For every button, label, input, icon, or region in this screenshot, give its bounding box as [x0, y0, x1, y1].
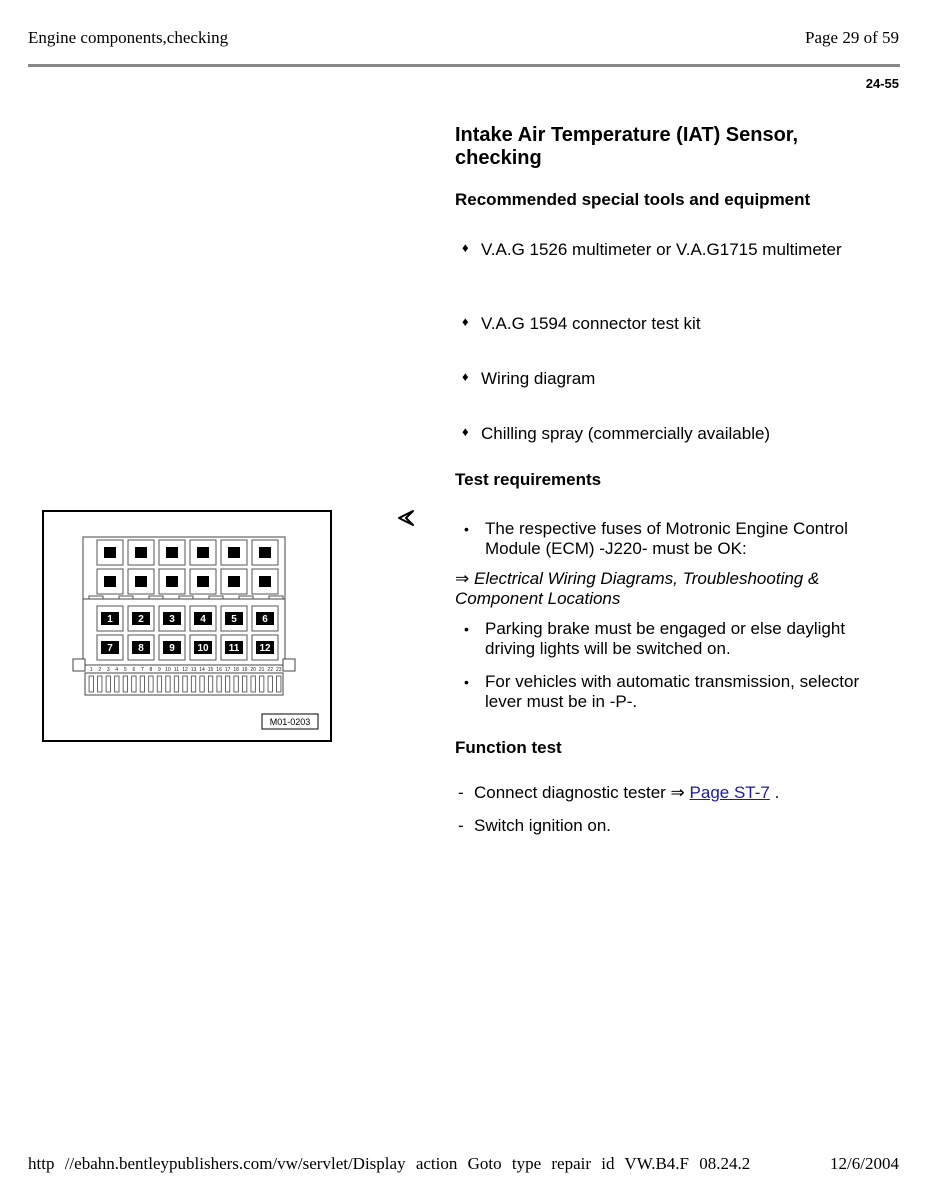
tool-item — [462, 424, 882, 444]
pin-number: 17 — [224, 667, 231, 673]
pin-number: 3 — [106, 667, 110, 673]
pin-number: 2 — [98, 667, 102, 673]
pin-number: 6 — [132, 667, 136, 673]
terminal-number: 2 — [138, 614, 144, 625]
dot-bullet-icon: • — [464, 521, 469, 537]
pin-number: 13 — [190, 667, 197, 673]
tool-item-text: V.A.G 1526 multimeter or V.A.G1715 multimeter — [481, 240, 842, 259]
footer-url: http //ebahn.bentleypublishers.com/vw/servlet/Display action Goto type repair id VW.B4.F 08.24.2 — [28, 1154, 751, 1173]
pin-number: 9 — [158, 667, 161, 673]
dash-marker: - — [458, 816, 464, 835]
pin-number: 20 — [250, 667, 256, 673]
terminal-pin — [104, 547, 116, 558]
step-text: Switch ignition on. — [474, 816, 612, 835]
terminal-number: 8 — [138, 643, 144, 654]
requirement-item-text: The respective fuses of Motronic Engine Control Module (ECM) -J220- must be OK: — [485, 519, 848, 558]
tool-item — [462, 314, 882, 334]
requirement-item — [464, 519, 884, 559]
requirement-item-text: Parking brake must be engaged or else daylight driving lights will be switched on. — [485, 619, 846, 658]
terminal-pin — [104, 576, 116, 587]
pin-number: 15 — [207, 667, 214, 673]
requirement-item — [464, 619, 884, 659]
terminal-number: 11 — [228, 643, 240, 654]
tool-item — [462, 369, 882, 389]
pin — [251, 676, 255, 692]
terminal-number: 6 — [262, 614, 268, 625]
pin-number: 14 — [199, 667, 205, 673]
pin-number: 12 — [182, 667, 188, 673]
tool-item-text: Wiring diagram — [481, 369, 596, 388]
pin-number: 5 — [123, 667, 127, 673]
pointer-arrow-icon — [396, 508, 416, 528]
dot-bullet-icon: • — [464, 621, 469, 637]
pin — [217, 676, 221, 692]
connector-right-tab — [283, 659, 295, 671]
section-code: 24-55 — [865, 76, 899, 91]
document-title: Engine components,checking — [28, 28, 229, 47]
terminal-pin — [259, 576, 271, 587]
pin-number: 21 — [258, 667, 265, 673]
pin-number: 7 — [141, 667, 144, 673]
pin-number: 23 — [275, 667, 282, 673]
pin — [98, 676, 102, 692]
terminal-number: 10 — [197, 643, 209, 654]
diamond-bullet-icon: ♦ — [462, 424, 469, 439]
wiring-reference — [455, 569, 875, 609]
pin — [200, 676, 204, 692]
terminal-number: 9 — [169, 643, 175, 654]
pin — [225, 676, 229, 692]
pin — [140, 676, 144, 692]
pin — [183, 676, 187, 692]
pin-number: 8 — [149, 667, 153, 673]
terminal-pin — [166, 576, 178, 587]
terminal-number: 1 — [107, 614, 113, 625]
header-divider — [28, 64, 900, 67]
figure-label: M01-0203 — [269, 717, 311, 727]
diamond-bullet-icon: ♦ — [462, 240, 469, 255]
pin — [191, 676, 195, 692]
terminal-pin — [197, 547, 209, 558]
pin-number: 16 — [216, 667, 222, 673]
pin — [234, 676, 238, 692]
terminal-number: 3 — [169, 614, 175, 625]
pin — [115, 676, 119, 692]
footer-date: 12/6/2004 — [830, 1154, 899, 1173]
requirements-heading: Test requirements — [455, 470, 602, 489]
tools-heading: Recommended special tools and equipment — [455, 190, 811, 209]
page-number: Page 29 of 59 — [805, 28, 899, 47]
terminal-pin — [197, 576, 209, 587]
tool-item — [462, 240, 882, 260]
dash-marker: - — [458, 783, 464, 802]
step-text-after: . — [769, 783, 780, 802]
pin-number: 1 — [89, 667, 93, 673]
pin — [259, 676, 263, 692]
terminal-pin — [135, 576, 147, 587]
pin — [89, 676, 93, 692]
terminal-pin — [166, 547, 178, 558]
terminal-pin — [135, 547, 147, 558]
pin — [277, 676, 281, 692]
pin-row — [89, 667, 282, 692]
step-text: Connect diagnostic tester ⇒ — [474, 783, 690, 802]
pin-number: 19 — [241, 667, 248, 673]
pin-number: 11 — [173, 667, 180, 673]
terminal-number: 12 — [259, 643, 271, 654]
tool-item-text: Chilling spray (commercially available) — [481, 424, 771, 443]
pin — [268, 676, 272, 692]
requirement-item — [464, 672, 884, 712]
terminal-number: 5 — [231, 614, 237, 625]
terminal-pin — [228, 576, 240, 587]
pin-number: 18 — [233, 667, 239, 673]
pin — [242, 676, 246, 692]
terminal-pin — [259, 547, 271, 558]
diamond-bullet-icon: ♦ — [462, 369, 469, 384]
function-test-heading: Function test — [455, 738, 562, 757]
pin — [132, 676, 136, 692]
terminal-number: 4 — [200, 614, 206, 625]
terminal-number: 7 — [107, 643, 113, 654]
reference-arrow-icon: ⇒ — [455, 569, 470, 588]
fuse-connector-figure — [42, 510, 332, 742]
step-item — [458, 783, 779, 803]
dot-bullet-icon: • — [464, 674, 469, 690]
pin — [174, 676, 178, 692]
connector-left-tab — [73, 659, 85, 671]
pin — [166, 676, 170, 692]
pin-number: 10 — [165, 667, 171, 673]
pin — [208, 676, 212, 692]
requirement-item-text: For vehicles with automatic transmission, selector lever must be in -P-. — [485, 672, 860, 711]
pin — [123, 676, 127, 692]
pin-number: 22 — [267, 667, 273, 673]
pin — [157, 676, 161, 692]
page-title: Intake Air Temperature (IAT) Sensor, checking — [455, 124, 799, 169]
tool-item-text: V.A.G 1594 connector test kit — [481, 314, 701, 333]
step-item — [458, 816, 611, 836]
pin — [106, 676, 110, 692]
diamond-bullet-icon: ♦ — [462, 314, 469, 329]
pin-number: 4 — [115, 667, 119, 673]
page-st-7-link[interactable]: Page ST-7 — [689, 783, 770, 802]
terminal-pin — [228, 547, 240, 558]
reference-text: Electrical Wiring Diagrams, Troubleshooting & Component Locations — [455, 569, 820, 608]
pin — [149, 676, 153, 692]
